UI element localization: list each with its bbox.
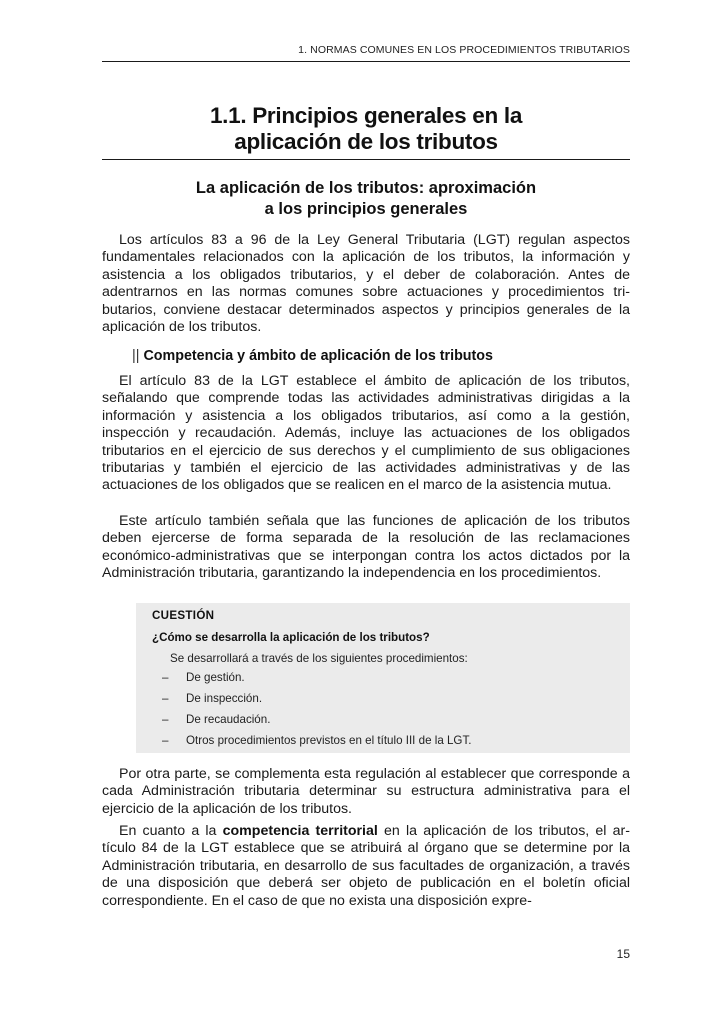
article-83-paragraph: El artículo 83 de la LGT establece el ámbito de aplicación de los tributos, señalando que comprende todas las actividades administrativas dirigidas a la información y asistencia a los obligados tributarios, así como a la gestión, inspección y recaudación. Además, incluye las actuaciones de los obligados tributarios en el ejercicio de sus derechos y el cumplimiento de sus obligaciones tributarias y también el ejercicio de las actividades administrativas y de las actuaciones de los obligados que se realicen en el marco de la asistencia mutua. [102, 373, 630, 494]
list-item [162, 734, 471, 755]
list-item [162, 692, 471, 713]
question-text: ¿Cómo se desarrolla la aplicación de los tributos? [152, 631, 430, 644]
procedure-list [162, 671, 471, 755]
chapter-title-line-2: aplicación de los tributos [234, 129, 498, 154]
chapter-title [102, 103, 630, 155]
question-intro: Se desarrollará a través de los siguientes procedimientos: [170, 652, 468, 665]
competencia-territorial-paragraph [102, 823, 630, 910]
subheading-marker: || [132, 348, 140, 364]
page-number: 15 [616, 947, 630, 961]
section-heading-line-2: a los principios generales [264, 200, 468, 218]
competencia-prefix: En cuanto a la [119, 823, 223, 839]
title-rule [102, 159, 630, 160]
chapter-title-line-1: 1.1. Principios generales en la [209, 103, 523, 128]
section-heading [102, 178, 630, 220]
section-heading-line-1: La aplicación de los tributos: aproximación [195, 179, 537, 197]
list-item-text: De inspección. [186, 692, 263, 705]
dash-marker: – [162, 671, 169, 684]
question-box [136, 603, 630, 753]
list-item [162, 671, 471, 692]
dash-marker: – [162, 734, 169, 747]
list-item-text: De recaudación. [186, 713, 271, 726]
dash-marker: – [162, 692, 169, 705]
subheading-competencia [132, 348, 493, 364]
por-otra-parte-paragraph: Por otra parte, se complementa esta regulación al establecer que corresponde a cada Administración tributaria determinar su estructura administrativa para el ejercicio de la aplicación de los tributos. [102, 766, 630, 817]
running-header: 1. NORMAS COMUNES EN LOS PROCEDIMIENTOS TRIBUTARIOS [298, 44, 630, 56]
list-item [162, 713, 471, 734]
functions-paragraph: Este artículo también señala que las funciones de aplicación de los tributos deben ejercerse de forma separada de la resolución de las reclamaciones económico-administrativas que se interpongan contra los actos dictados por la Administración tributaria, garantizando la independencia en los procedimientos. [102, 513, 630, 582]
subheading-text: Competencia y ámbito de aplicación de los tributos [143, 348, 493, 364]
list-item-text: De gestión. [186, 671, 245, 684]
list-item-text: Otros procedimientos previstos en el título III de la LGT. [186, 734, 472, 747]
competencia-rest: en la aplicación de los tributos, el artículo 84 de la LGT establece que se atribuirá al órgano que se determine por la Administración tributaria, en desarrollo de sus facultades de organización, a través de una disposición que deberá ser objeto de publicación en el boletín oficial correspondiente. En el caso de que no exista una disposición expre- [102, 823, 630, 909]
header-rule [102, 61, 630, 62]
competencia-territorial-term: competencia territorial [222, 823, 378, 839]
dash-marker: – [162, 713, 169, 726]
question-label: CUESTIÓN [152, 609, 215, 622]
intro-paragraph: Los artículos 83 a 96 de la Ley General Tributaria (LGT) regulan aspectos fundamentales relacionados con la aplicación de los tributos, la información y asistencia a los obligados tributarios, y el deber de colaboración. Antes de adentrarnos en las normas comunes sobre actuaciones y procedimientos tributarios, conviene destacar determinados aspectos y principios generales de la aplicación de los tributos. [102, 232, 630, 336]
